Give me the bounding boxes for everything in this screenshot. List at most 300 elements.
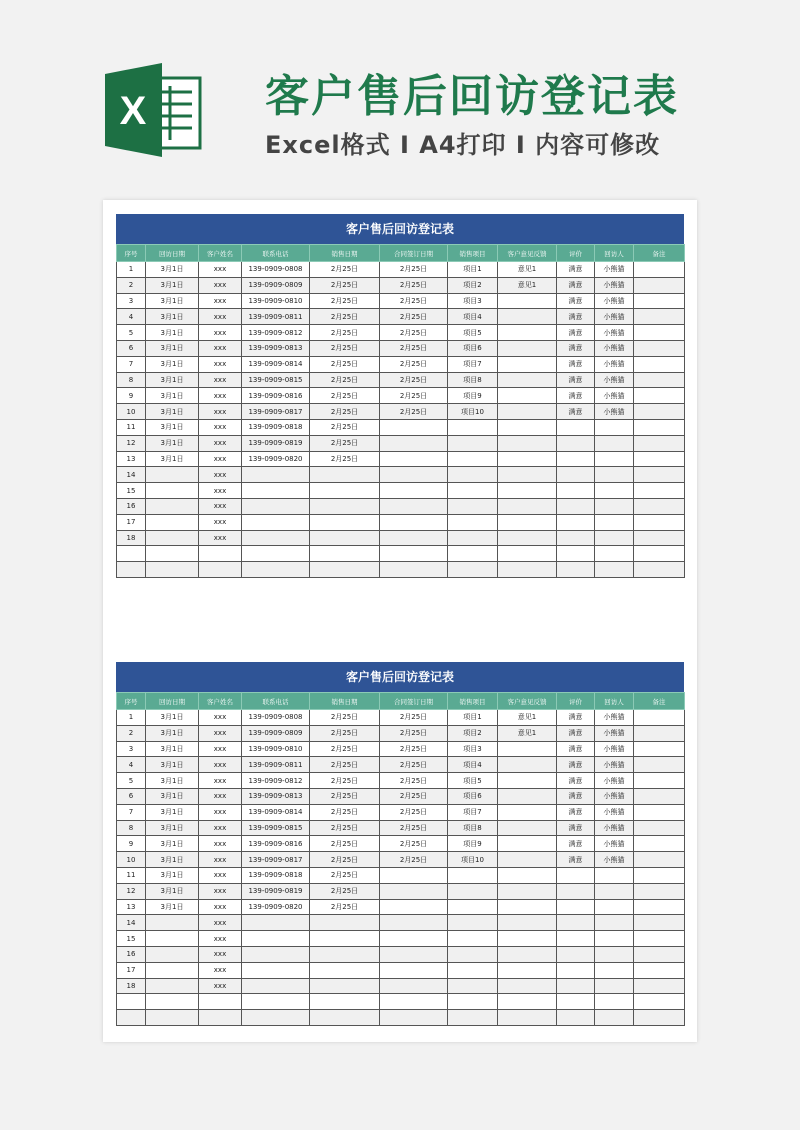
table-cell[interactable]	[634, 388, 685, 404]
table-cell[interactable]	[448, 867, 498, 883]
table-cell[interactable]: 满意	[557, 852, 595, 868]
table-cell[interactable]: 小熊猫	[595, 277, 634, 293]
table-cell[interactable]: 139-0909-0820	[242, 451, 310, 467]
table-cell[interactable]: 项目10	[448, 852, 498, 868]
table-cell[interactable]	[380, 931, 448, 947]
table-cell[interactable]: 满意	[557, 325, 595, 341]
table-cell[interactable]: 17	[117, 962, 146, 978]
table-cell[interactable]: 2月25日	[380, 773, 448, 789]
table-cell[interactable]: 满意	[557, 757, 595, 773]
table-cell[interactable]	[380, 883, 448, 899]
table-cell[interactable]: 3月1日	[146, 435, 199, 451]
table-cell[interactable]: 满意	[557, 356, 595, 372]
table-cell[interactable]: 项目8	[448, 820, 498, 836]
table-cell[interactable]	[498, 514, 557, 530]
table-cell[interactable]: 2月25日	[310, 852, 380, 868]
table-cell[interactable]	[448, 994, 498, 1010]
table-cell[interactable]	[242, 962, 310, 978]
table-cell[interactable]: 5	[117, 773, 146, 789]
table-cell[interactable]	[146, 483, 199, 499]
table-cell[interactable]	[557, 899, 595, 915]
table-cell[interactable]	[595, 883, 634, 899]
table-cell[interactable]	[634, 467, 685, 483]
table-cell[interactable]: 满意	[557, 340, 595, 356]
table-cell[interactable]: xxx	[199, 451, 242, 467]
table-cell[interactable]	[634, 804, 685, 820]
table-cell[interactable]	[595, 483, 634, 499]
table-cell[interactable]: 13	[117, 899, 146, 915]
table-cell[interactable]	[199, 562, 242, 578]
table-cell[interactable]	[557, 1010, 595, 1026]
table-cell[interactable]: 3月1日	[146, 419, 199, 435]
table-cell[interactable]	[448, 931, 498, 947]
table-cell[interactable]: 3月1日	[146, 757, 199, 773]
table-cell[interactable]: 项目1	[448, 710, 498, 726]
table-cell[interactable]: 满意	[557, 725, 595, 741]
table-cell[interactable]: 项目7	[448, 356, 498, 372]
table-cell[interactable]: xxx	[199, 867, 242, 883]
table-cell[interactable]	[634, 915, 685, 931]
table-cell[interactable]: 2月25日	[310, 388, 380, 404]
table-cell[interactable]: 139-0909-0817	[242, 404, 310, 420]
table-cell[interactable]	[498, 451, 557, 467]
table-cell[interactable]: xxx	[199, 725, 242, 741]
table-cell[interactable]	[199, 1010, 242, 1026]
table-cell[interactable]: 意见1	[498, 262, 557, 278]
table-cell[interactable]	[242, 514, 310, 530]
table-cell[interactable]: 满意	[557, 404, 595, 420]
table-cell[interactable]	[557, 435, 595, 451]
table-cell[interactable]	[310, 946, 380, 962]
table-cell[interactable]: 项目1	[448, 262, 498, 278]
table-cell[interactable]	[557, 883, 595, 899]
table-cell[interactable]	[634, 483, 685, 499]
table-cell[interactable]: 满意	[557, 293, 595, 309]
table-cell[interactable]	[498, 773, 557, 789]
table-cell[interactable]	[595, 498, 634, 514]
table-cell[interactable]: xxx	[199, 852, 242, 868]
table-cell[interactable]: 139-0909-0814	[242, 804, 310, 820]
table-cell[interactable]: 小熊猫	[595, 773, 634, 789]
table-cell[interactable]: 139-0909-0809	[242, 725, 310, 741]
table-cell[interactable]	[380, 530, 448, 546]
table-cell[interactable]: 项目3	[448, 741, 498, 757]
table-cell[interactable]: 16	[117, 946, 146, 962]
table-cell[interactable]: 满意	[557, 309, 595, 325]
table-cell[interactable]	[380, 978, 448, 994]
table-cell[interactable]: 2月25日	[380, 325, 448, 341]
table-cell[interactable]	[380, 867, 448, 883]
table-cell[interactable]: 3月1日	[146, 741, 199, 757]
table-cell[interactable]: 2月25日	[310, 340, 380, 356]
table-cell[interactable]	[380, 899, 448, 915]
table-cell[interactable]	[634, 514, 685, 530]
table-cell[interactable]: 小熊猫	[595, 340, 634, 356]
table-cell[interactable]	[448, 899, 498, 915]
table-cell[interactable]: 3月1日	[146, 710, 199, 726]
table-cell[interactable]	[498, 530, 557, 546]
table-cell[interactable]	[498, 562, 557, 578]
table-cell[interactable]: xxx	[199, 788, 242, 804]
table-cell[interactable]	[310, 915, 380, 931]
table-cell[interactable]: 3月1日	[146, 804, 199, 820]
table-cell[interactable]	[595, 419, 634, 435]
table-cell[interactable]: 4	[117, 757, 146, 773]
table-cell[interactable]: 项目8	[448, 372, 498, 388]
table-cell[interactable]	[146, 994, 199, 1010]
table-cell[interactable]	[595, 514, 634, 530]
table-cell[interactable]	[595, 562, 634, 578]
table-cell[interactable]	[595, 962, 634, 978]
table-cell[interactable]: 10	[117, 404, 146, 420]
table-cell[interactable]	[117, 562, 146, 578]
table-cell[interactable]	[634, 546, 685, 562]
table-cell[interactable]	[557, 994, 595, 1010]
table-cell[interactable]: 139-0909-0817	[242, 852, 310, 868]
table-cell[interactable]: 139-0909-0810	[242, 293, 310, 309]
table-cell[interactable]	[380, 946, 448, 962]
table-cell[interactable]: 3月1日	[146, 725, 199, 741]
table-cell[interactable]	[595, 867, 634, 883]
table-cell[interactable]	[557, 483, 595, 499]
table-cell[interactable]: 意见1	[498, 710, 557, 726]
table-cell[interactable]: 8	[117, 372, 146, 388]
table-cell[interactable]	[146, 946, 199, 962]
table-cell[interactable]	[146, 978, 199, 994]
table-cell[interactable]: 15	[117, 483, 146, 499]
table-cell[interactable]: 2月25日	[310, 262, 380, 278]
table-cell[interactable]: 139-0909-0810	[242, 741, 310, 757]
table-cell[interactable]: 2月25日	[380, 388, 448, 404]
table-cell[interactable]	[557, 546, 595, 562]
table-cell[interactable]: xxx	[199, 931, 242, 947]
table-cell[interactable]	[557, 514, 595, 530]
table-cell[interactable]	[634, 262, 685, 278]
table-cell[interactable]	[310, 530, 380, 546]
table-cell[interactable]	[242, 562, 310, 578]
table-cell[interactable]: 2月25日	[310, 899, 380, 915]
table-cell[interactable]: 139-0909-0811	[242, 757, 310, 773]
table-cell[interactable]: 小熊猫	[595, 852, 634, 868]
table-cell[interactable]: 139-0909-0812	[242, 325, 310, 341]
table-cell[interactable]	[634, 978, 685, 994]
table-cell[interactable]	[380, 514, 448, 530]
table-cell[interactable]	[634, 883, 685, 899]
table-cell[interactable]: 2月25日	[380, 836, 448, 852]
table-cell[interactable]	[380, 562, 448, 578]
table-cell[interactable]	[634, 741, 685, 757]
table-cell[interactable]: 小熊猫	[595, 820, 634, 836]
table-cell[interactable]: 满意	[557, 741, 595, 757]
table-cell[interactable]	[146, 514, 199, 530]
table-cell[interactable]: 满意	[557, 710, 595, 726]
table-cell[interactable]: 3月1日	[146, 372, 199, 388]
table-cell[interactable]	[199, 994, 242, 1010]
table-cell[interactable]	[634, 773, 685, 789]
table-cell[interactable]: 满意	[557, 372, 595, 388]
table-cell[interactable]	[498, 404, 557, 420]
table-cell[interactable]: 18	[117, 530, 146, 546]
table-cell[interactable]: 满意	[557, 836, 595, 852]
table-cell[interactable]: 2月25日	[310, 293, 380, 309]
table-cell[interactable]: 12	[117, 435, 146, 451]
table-cell[interactable]: 小熊猫	[595, 725, 634, 741]
table-cell[interactable]: xxx	[199, 293, 242, 309]
table-cell[interactable]	[242, 946, 310, 962]
table-cell[interactable]	[498, 1010, 557, 1026]
table-cell[interactable]	[557, 467, 595, 483]
table-cell[interactable]	[634, 340, 685, 356]
table-cell[interactable]	[380, 1010, 448, 1026]
table-cell[interactable]: xxx	[199, 388, 242, 404]
table-cell[interactable]: 2月25日	[310, 325, 380, 341]
table-cell[interactable]	[310, 467, 380, 483]
table-cell[interactable]: 3月1日	[146, 883, 199, 899]
table-cell[interactable]: xxx	[199, 820, 242, 836]
table-cell[interactable]	[448, 978, 498, 994]
table-cell[interactable]	[498, 852, 557, 868]
table-cell[interactable]: 2月25日	[310, 372, 380, 388]
table-cell[interactable]	[498, 946, 557, 962]
table-cell[interactable]	[242, 483, 310, 499]
table-cell[interactable]: xxx	[199, 277, 242, 293]
table-cell[interactable]: 2月25日	[310, 356, 380, 372]
table-cell[interactable]	[557, 946, 595, 962]
table-cell[interactable]: xxx	[199, 836, 242, 852]
table-cell[interactable]: xxx	[199, 710, 242, 726]
table-cell[interactable]	[146, 546, 199, 562]
table-cell[interactable]: 5	[117, 325, 146, 341]
table-cell[interactable]	[380, 962, 448, 978]
table-cell[interactable]: 139-0909-0808	[242, 710, 310, 726]
table-cell[interactable]: 2月25日	[380, 277, 448, 293]
table-cell[interactable]: 1	[117, 710, 146, 726]
table-cell[interactable]: 小熊猫	[595, 836, 634, 852]
table-cell[interactable]: xxx	[199, 978, 242, 994]
table-cell[interactable]: xxx	[199, 483, 242, 499]
table-cell[interactable]: 139-0909-0809	[242, 277, 310, 293]
table-cell[interactable]	[117, 1010, 146, 1026]
table-cell[interactable]: 小熊猫	[595, 788, 634, 804]
table-cell[interactable]: xxx	[199, 946, 242, 962]
table-cell[interactable]	[498, 883, 557, 899]
table-cell[interactable]	[498, 757, 557, 773]
table-cell[interactable]: 139-0909-0818	[242, 419, 310, 435]
table-cell[interactable]	[242, 994, 310, 1010]
table-cell[interactable]	[595, 931, 634, 947]
table-cell[interactable]	[557, 915, 595, 931]
table-cell[interactable]: 项目2	[448, 725, 498, 741]
table-cell[interactable]: 满意	[557, 262, 595, 278]
table-cell[interactable]	[380, 915, 448, 931]
table-cell[interactable]	[310, 562, 380, 578]
table-cell[interactable]: 3月1日	[146, 451, 199, 467]
table-cell[interactable]	[242, 546, 310, 562]
table-cell[interactable]	[117, 546, 146, 562]
table-cell[interactable]: 12	[117, 883, 146, 899]
table-cell[interactable]: 11	[117, 419, 146, 435]
table-cell[interactable]: 意见1	[498, 277, 557, 293]
table-cell[interactable]	[498, 994, 557, 1010]
table-cell[interactable]: 2月25日	[310, 309, 380, 325]
table-cell[interactable]: 项目2	[448, 277, 498, 293]
table-cell[interactable]: 3月1日	[146, 262, 199, 278]
table-cell[interactable]: 11	[117, 867, 146, 883]
table-cell[interactable]: 2月25日	[310, 435, 380, 451]
table-cell[interactable]: 小熊猫	[595, 804, 634, 820]
table-cell[interactable]: 2月25日	[310, 788, 380, 804]
table-cell[interactable]	[557, 562, 595, 578]
table-cell[interactable]	[448, 483, 498, 499]
table-cell[interactable]: xxx	[199, 262, 242, 278]
table-cell[interactable]: 139-0909-0820	[242, 899, 310, 915]
table-cell[interactable]: 小熊猫	[595, 309, 634, 325]
table-cell[interactable]: xxx	[199, 419, 242, 435]
table-cell[interactable]	[634, 710, 685, 726]
table-cell[interactable]: 10	[117, 852, 146, 868]
table-cell[interactable]: 3月1日	[146, 867, 199, 883]
table-cell[interactable]	[498, 836, 557, 852]
table-cell[interactable]: 139-0909-0818	[242, 867, 310, 883]
table-cell[interactable]	[242, 1010, 310, 1026]
table-cell[interactable]	[634, 820, 685, 836]
table-cell[interactable]	[634, 788, 685, 804]
table-cell[interactable]	[595, 1010, 634, 1026]
table-cell[interactable]: 小熊猫	[595, 388, 634, 404]
table-cell[interactable]: 3月1日	[146, 293, 199, 309]
table-cell[interactable]: xxx	[199, 356, 242, 372]
table-cell[interactable]	[310, 994, 380, 1010]
table-cell[interactable]	[634, 725, 685, 741]
table-cell[interactable]: 2	[117, 277, 146, 293]
table-cell[interactable]	[498, 962, 557, 978]
table-cell[interactable]	[634, 404, 685, 420]
table-cell[interactable]	[557, 451, 595, 467]
table-cell[interactable]	[380, 483, 448, 499]
table-cell[interactable]: xxx	[199, 773, 242, 789]
table-cell[interactable]: 2月25日	[380, 293, 448, 309]
table-cell[interactable]: xxx	[199, 309, 242, 325]
table-cell[interactable]: 2月25日	[380, 710, 448, 726]
table-cell[interactable]	[634, 293, 685, 309]
table-cell[interactable]	[242, 915, 310, 931]
table-cell[interactable]: 项目10	[448, 404, 498, 420]
table-cell[interactable]: 小熊猫	[595, 757, 634, 773]
table-cell[interactable]: 项目6	[448, 788, 498, 804]
table-cell[interactable]: 139-0909-0816	[242, 836, 310, 852]
table-cell[interactable]	[448, 915, 498, 931]
table-cell[interactable]: xxx	[199, 514, 242, 530]
table-cell[interactable]: 3月1日	[146, 309, 199, 325]
table-cell[interactable]: 2月25日	[380, 372, 448, 388]
table-cell[interactable]: 139-0909-0808	[242, 262, 310, 278]
table-cell[interactable]	[634, 372, 685, 388]
table-cell[interactable]: 意见1	[498, 725, 557, 741]
table-cell[interactable]: 139-0909-0813	[242, 788, 310, 804]
table-cell[interactable]	[199, 546, 242, 562]
table-cell[interactable]	[595, 467, 634, 483]
table-cell[interactable]: 2月25日	[380, 340, 448, 356]
table-cell[interactable]	[380, 451, 448, 467]
table-cell[interactable]	[557, 419, 595, 435]
table-cell[interactable]	[557, 978, 595, 994]
table-cell[interactable]: 139-0909-0811	[242, 309, 310, 325]
table-cell[interactable]	[634, 899, 685, 915]
table-cell[interactable]: 项目4	[448, 757, 498, 773]
table-cell[interactable]	[448, 451, 498, 467]
table-cell[interactable]	[242, 530, 310, 546]
table-cell[interactable]: 项目4	[448, 309, 498, 325]
table-cell[interactable]: 项目5	[448, 325, 498, 341]
table-cell[interactable]: 139-0909-0813	[242, 340, 310, 356]
table-cell[interactable]: 项目3	[448, 293, 498, 309]
table-cell[interactable]: xxx	[199, 741, 242, 757]
table-cell[interactable]	[557, 867, 595, 883]
table-cell[interactable]: 3月1日	[146, 325, 199, 341]
table-cell[interactable]: 2月25日	[310, 741, 380, 757]
table-cell[interactable]: 小熊猫	[595, 404, 634, 420]
table-cell[interactable]: 14	[117, 467, 146, 483]
table-cell[interactable]: xxx	[199, 404, 242, 420]
table-cell[interactable]	[448, 546, 498, 562]
table-cell[interactable]: 6	[117, 788, 146, 804]
table-cell[interactable]: 满意	[557, 820, 595, 836]
table-cell[interactable]: 2月25日	[310, 773, 380, 789]
table-cell[interactable]: 6	[117, 340, 146, 356]
table-cell[interactable]: xxx	[199, 325, 242, 341]
table-cell[interactable]: 2月25日	[380, 356, 448, 372]
table-cell[interactable]	[448, 467, 498, 483]
table-cell[interactable]	[448, 962, 498, 978]
table-cell[interactable]: 3月1日	[146, 388, 199, 404]
table-cell[interactable]	[634, 852, 685, 868]
table-cell[interactable]: 2月25日	[380, 788, 448, 804]
table-cell[interactable]: 2月25日	[380, 757, 448, 773]
table-cell[interactable]	[448, 419, 498, 435]
table-cell[interactable]: 139-0909-0812	[242, 773, 310, 789]
table-cell[interactable]	[595, 899, 634, 915]
table-cell[interactable]: 2月25日	[310, 867, 380, 883]
table-cell[interactable]: 2月25日	[310, 836, 380, 852]
table-cell[interactable]	[595, 978, 634, 994]
table-cell[interactable]: 满意	[557, 773, 595, 789]
table-cell[interactable]	[595, 994, 634, 1010]
table-cell[interactable]	[634, 757, 685, 773]
table-cell[interactable]	[310, 483, 380, 499]
table-cell[interactable]	[498, 820, 557, 836]
table-cell[interactable]	[498, 435, 557, 451]
table-cell[interactable]	[310, 931, 380, 947]
table-cell[interactable]: xxx	[199, 804, 242, 820]
table-cell[interactable]: 3月1日	[146, 788, 199, 804]
table-cell[interactable]	[557, 962, 595, 978]
table-cell[interactable]	[380, 435, 448, 451]
table-cell[interactable]	[146, 467, 199, 483]
table-cell[interactable]: 2月25日	[310, 804, 380, 820]
table-cell[interactable]: 2月25日	[380, 262, 448, 278]
table-cell[interactable]	[146, 562, 199, 578]
table-cell[interactable]	[634, 867, 685, 883]
table-cell[interactable]: 139-0909-0819	[242, 883, 310, 899]
table-cell[interactable]	[380, 467, 448, 483]
table-cell[interactable]: 2月25日	[310, 277, 380, 293]
table-cell[interactable]	[448, 562, 498, 578]
table-cell[interactable]	[498, 467, 557, 483]
table-cell[interactable]	[498, 372, 557, 388]
table-cell[interactable]: xxx	[199, 899, 242, 915]
table-cell[interactable]	[448, 883, 498, 899]
table-cell[interactable]: 3月1日	[146, 852, 199, 868]
